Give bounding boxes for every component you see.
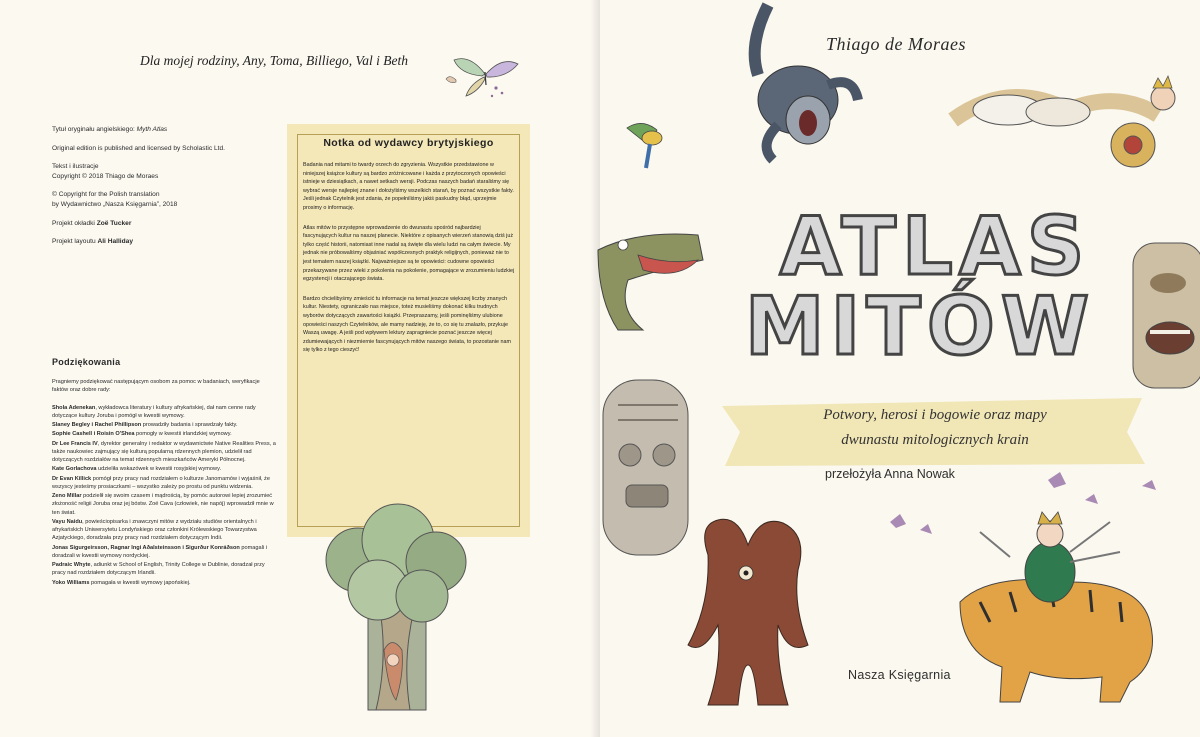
- title-line-2: MITÓW: [744, 280, 1096, 373]
- copyright-line: Copyright © 2018 Thiago de Moraes: [52, 172, 159, 180]
- ack-entry: Dr Lee Francis IV, dyrektor generalny i redaktor w wydawnictwie Native Realities Press, a także naukowiec zajmujący się kulturą popularną rdzennych plemion, udzielił rad dotyczących rozdziałów na temat rdzennych mieszkańców Ameryki Północnej.: [52, 440, 276, 463]
- original-title-label: Tytuł oryginału angielskiego:: [52, 126, 137, 133]
- title-line-1: ATLAS: [779, 200, 1091, 293]
- hairy-monster-illustration: [688, 515, 818, 710]
- acknowledgements-intro: Pragniemy podziękować następującym osobom za pomoc w badaniach, weryfikacje faktów oraz dobre rady:: [52, 379, 260, 394]
- ack-entry: Yoko Williams pomagała w kwestii wymowy japońskiej.: [52, 579, 191, 586]
- polish-copyright-line1: © Copyright for the Polish translation: [52, 191, 160, 199]
- crocodile-illustration: [598, 210, 708, 335]
- note-paragraph: Atlas mitów to przystępne wprowadzenie do dwunastu spośród najbardziej fascynujących kultur na naszej planecie. Niektóre z opisanych wierzeń stanowią dziś już tylko część historii, natomiast inne nadal są święte dla wielu ludzi na całym świecie. My jednak nie próbowaliśmy objaśniać współczesnych praktyk religijnych, ponieważ nie to jest tematem naszej książki. Najważniejsze są te opowieści: cudowne opowieści przekazywane przez wieki z pokolenia na pokolenie, pomagające w zrozumieniu ludzkiej egzystencji i otaczającego świata.: [303, 224, 515, 283]
- author-name: Thiago de Moraes: [826, 34, 966, 54]
- note-paragraph: Badania nad mitami to twardy orzech do zgryzienia. Wszystkie przedstawione w niniejszej książce kultury są bardzo zróżnicowane i każda z przytoczonych opowieści istnieje w dziesiątkach, a nawet setkach wersji. Podczas naszych badań staraliśmy się wybrać wersje najlepiej znane i dołożyliśmy wszelkich starań, by poznać wszystkie fakty. Jeśli jednak Czytelnik jest zdania, że popełniliśmy jakiś paskudny błąd, uprzejmie prosimy o informację.: [303, 162, 514, 211]
- acknowledgements-title: Podziękowania: [52, 357, 121, 367]
- monkey-illustration: [728, 5, 863, 165]
- durga-tiger-illustration: [950, 512, 1185, 707]
- publisher-note-box: [287, 124, 530, 537]
- original-title: Myth Atlas: [136, 126, 168, 133]
- subtitle-line-2: dwunastu mitologicznych krain: [841, 432, 1029, 448]
- ack-entry: Vayu Naidu, powieściopisarka i znawczyni mitów z wydziału studiów orientalnych i afrykańskich Uniwersytetu Londyńskiego oraz członkini Królewskiego Towarzystwa Azjatyckiego, doradzała przy pracy nad rozdziałem dotyczącym Indii.: [52, 518, 257, 542]
- subtitle-line-1: Potwory, herosi i bogowie oraz mapy: [823, 407, 1047, 423]
- publisher-note-title: Notka od wydawcy brytyjskiego: [323, 137, 494, 149]
- ack-entry: Padraic Whyte, adiunkt w School of English, Trinity College w Dublinie, doradzał przy pracy nad rozdziałem dotyczącym Irlandii.: [52, 562, 265, 577]
- ack-entry: Zeno Millar podzielił się swoim czasem i mądrością, by pomóc autorowi lepiej zrozumieć złożoność religii Joruba oraz jej bóstw. Zoë Cava (człowiek, nie napój) wprowadził mnie w ten świat.: [52, 493, 274, 516]
- translator-credit: przełożyła Anna Nowak: [825, 467, 955, 481]
- tree-spirit-illustration: [318, 500, 473, 715]
- ack-entry: Slaney Begley i Rachel Phillipson prowadziły badania i sprawdzały fakty.: [52, 422, 238, 428]
- polish-copyright-line2: by Wydawnictwo „Nasza Księgarnia”, 2018: [52, 200, 178, 208]
- credits-block: [52, 125, 272, 256]
- license-line: Original edition is published and licensed by Scholastic Ltd.: [52, 144, 226, 152]
- ack-entry: Kate Gorlachova udzieliła wskazówek w kwestii rosyjskiej wymowy.: [52, 466, 222, 473]
- publisher-name: Nasza Księgarnia: [848, 668, 951, 682]
- text-illustrations-line: Tekst i ilustracje: [52, 163, 99, 171]
- acknowledgements-list: [52, 378, 277, 588]
- parrot-illustration: [622, 118, 677, 173]
- ack-entry: Dr Evan Killick pomógł przy pracy nad rozdziałem o kulturze Janomamów i wyjaśnił, że wszyscy jesteśmy prosiaczkami – wszystko zależy po prostu od punktu widzenia.: [52, 475, 270, 490]
- cover-design-label: Projekt okładki: [52, 219, 97, 227]
- ack-entry: Sophie Cashell i Roisin O'Shea pomogły w kwestii irlandzkiej wymowy.: [52, 431, 232, 438]
- stone-idol-illustration: [598, 375, 698, 560]
- layout-label: Projekt layoutu: [52, 238, 98, 246]
- ack-entry: Shola Adenekan, wykładowca literatury i kultury afrykańskiej, dał nam cenne rady dotyczące kultury Joruba i pomógł w kwestii wymowy.: [52, 404, 256, 419]
- note-paragraph: Bardzo chcielibyśmy zmieścić tu informacje na temat jeszcze większej liczby znanych kultur. Niestety, ograniczało nas miejsce, toteż musieliśmy dokonać kilku trudnych wyborów dotyczących zawartości książki. Przepraszamy, jeśli pominęliśmy ulubione opowieści naszych Czytelników, ale mamy nadzieję, że to, co się tu znalazło, przykuje Waszą uwagę. A jeśli pod wpływem lektury zapragniecie poznać jeszcze więcej zdumiewających i niezmiernie fascynujących mitów naszego świata, to pozostanie nam się tylko z tego cieszyć!: [303, 295, 511, 354]
- publisher-note-body: [303, 161, 516, 366]
- butterflies-illustration: [440, 52, 530, 102]
- tiki-mask-illustration: [1128, 238, 1200, 393]
- layout-designer: Ali Halliday: [97, 238, 133, 246]
- chariot-horses-illustration: [948, 70, 1198, 175]
- ack-entry: Jonas Sigurgeirsson, Ragnar Ingi Aðalsteinsson i Sigurður Konráðson pomagali i doradzali w kwestii wymowy nordyckiej.: [52, 544, 267, 559]
- dedication: Dla mojej rodziny, Any, Toma, Billiego, Val i Beth: [140, 53, 408, 68]
- cover-designer: Zoë Tucker: [96, 219, 132, 227]
